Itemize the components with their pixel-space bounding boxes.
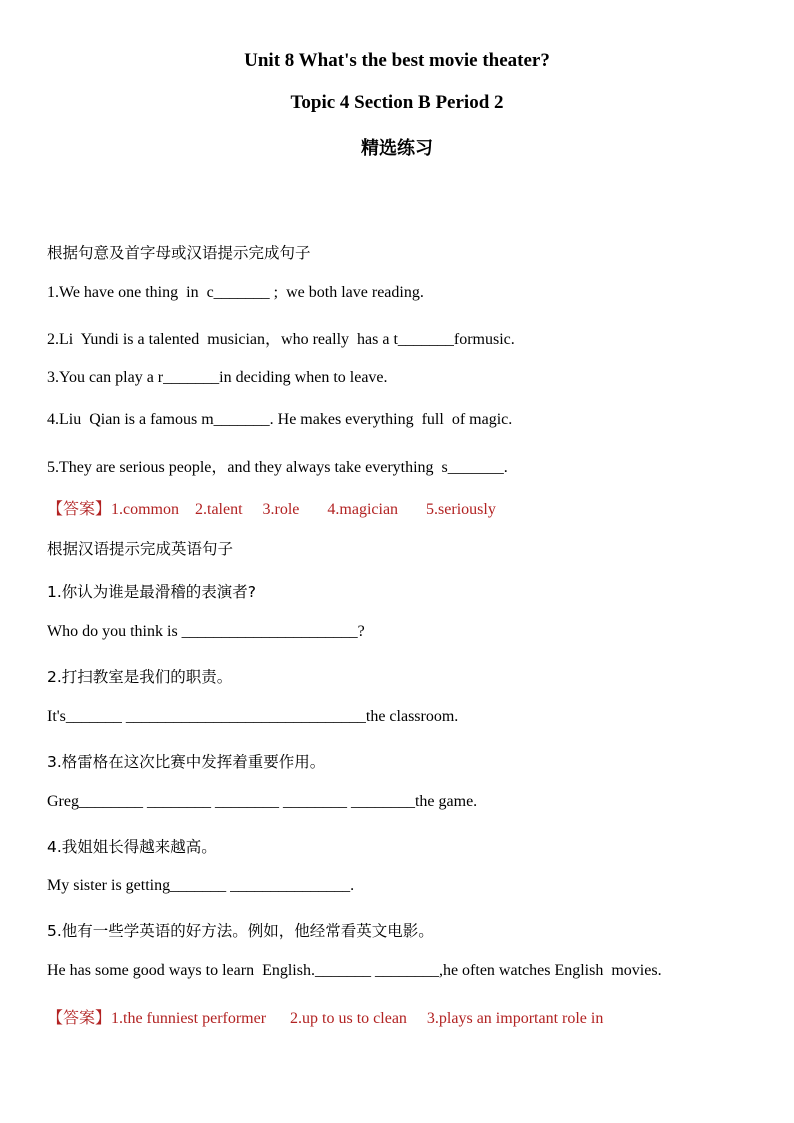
part2-question-4-cn: 4.我姐姐长得越来越高。 (47, 838, 217, 856)
part2-question-1-en: Who do you think is ______________________? (47, 623, 365, 640)
part1-question-1: 1.We have one thing in c_______ ; we both lave reading. (47, 284, 424, 301)
part1-question-4: 4.Liu Qian is a famous m_______. He makes everything full of magic. (47, 411, 513, 428)
part2-answer: 【答案】1.the funniest performer 2.up to us to clean 3.plays an important role in (47, 1010, 604, 1027)
part2-question-5-en: He has some good ways to learn English._______ ________,he often watches English movies. (47, 962, 662, 979)
part2-instruction: 根据汉语提示完成英语句子 (47, 540, 234, 558)
page-title: Unit 8 What's the best movie theater? (244, 50, 550, 71)
part1-question-3: 3.You can play a r_______in deciding when to leave. (47, 369, 388, 386)
section-heading: 精选练习 (361, 138, 433, 159)
part1-question-5: 5.They are serious people，and they always take everything s_______. (47, 459, 508, 476)
part2-question-2-cn: 2.打扫教室是我们的职责。 (47, 668, 233, 686)
part1-question-2: 2.Li Yundi is a talented musician，who really has a t_______formusic. (47, 331, 515, 348)
part2-question-3-en: Greg________ ________ ________ ________ ________the game. (47, 793, 478, 810)
part1-answer: 【答案】1.common 2.talent 3.role 4.magician 5.seriously (47, 501, 496, 518)
page-subtitle: Topic 4 Section B Period 2 (290, 92, 504, 113)
part2-question-2-en: It's_______ ______________________________the classroom. (47, 708, 459, 725)
part2-question-5-cn: 5.他有一些学英语的好方法。例如，他经常看英文电影。 (47, 922, 434, 940)
part2-question-1-cn: 1.你认为谁是最滑稽的表演者? (47, 583, 257, 601)
part1-instruction: 根据句意及首字母或汉语提示完成句子 (47, 244, 311, 262)
part2-question-4-en: My sister is getting_______ _______________. (47, 877, 355, 894)
part2-question-3-cn: 3.格雷格在这次比赛中发挥着重要作用。 (47, 753, 326, 771)
